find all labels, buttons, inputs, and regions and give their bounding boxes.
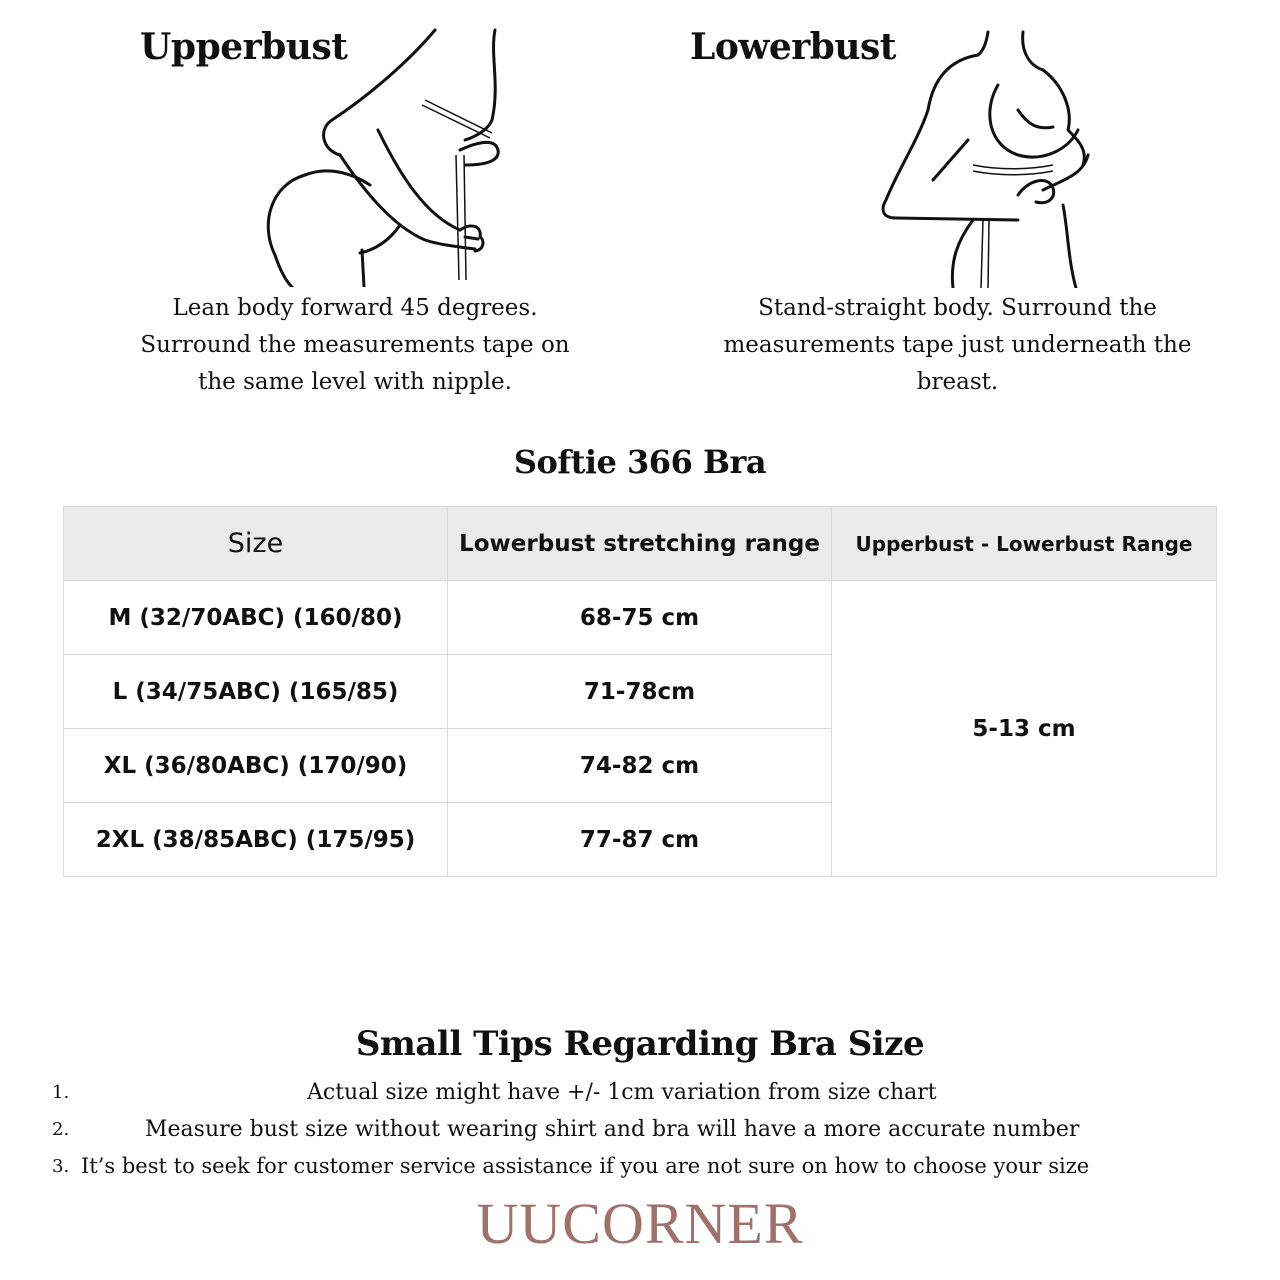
lowerbust-instruction-line: Stand-straight body. Surround the <box>758 295 1157 321</box>
upper-lower-range-cell: 5-13 cm <box>832 581 1217 877</box>
upperbust-illustration <box>260 25 510 287</box>
tip-text: Actual size might have +/- 1cm variation from size chart <box>307 1080 937 1105</box>
lowerbust-instructions <box>700 290 1215 401</box>
lowerbust-cell: 71-78cm <box>448 655 832 729</box>
list-item <box>52 1148 1232 1185</box>
list-item <box>52 1111 1232 1148</box>
tips-title: Small Tips Regarding Bra Size <box>355 1024 925 1064</box>
list-item <box>52 1074 1232 1111</box>
upperbust-instruction-line: Surround the measurements tape on <box>140 332 570 358</box>
table-row <box>64 581 1217 655</box>
table-header-row <box>64 507 1217 581</box>
lowerbust-cell: 77-87 cm <box>448 803 832 877</box>
size-cell: XL (36/80ABC) (170/90) <box>64 729 448 803</box>
tips-list <box>52 1074 1232 1185</box>
tip-number: 2. <box>52 1119 70 1140</box>
size-cell: M (32/70ABC) (160/80) <box>64 581 448 655</box>
column-header-size: Size <box>64 507 448 581</box>
tip-text: Measure bust size without wearing shirt and bra will have a more accurate number <box>145 1117 1080 1142</box>
brand-logo: UUCORNER <box>476 1191 804 1256</box>
tip-number: 1. <box>52 1082 70 1103</box>
size-table <box>63 506 1217 877</box>
upperbust-heading: Upperbust <box>140 26 348 68</box>
upperbust-instructions <box>115 290 595 401</box>
lowerbust-illustration <box>878 30 1108 288</box>
upperbust-instruction-line: the same level with nipple. <box>198 369 512 395</box>
lowerbust-cell: 74-82 cm <box>448 729 832 803</box>
size-cell: 2XL (38/85ABC) (175/95) <box>64 803 448 877</box>
size-cell: L (34/75ABC) (165/85) <box>64 655 448 729</box>
lowerbust-heading: Lowerbust <box>690 26 896 68</box>
lowerbust-instruction-line: measurements tape just underneath the <box>723 332 1192 358</box>
tip-number: 3. <box>52 1156 70 1177</box>
lowerbust-cell: 68-75 cm <box>448 581 832 655</box>
column-header-lowerbust: Lowerbust stretching range <box>448 507 832 581</box>
column-header-upper-lower-range: Upperbust - Lowerbust Range <box>832 507 1217 581</box>
lowerbust-instruction-line: breast. <box>916 369 999 395</box>
upperbust-instruction-line: Lean body forward 45 degrees. <box>172 295 538 321</box>
size-table-title: Softie 366 Bra <box>513 443 767 481</box>
tip-text: It’s best to seek for customer service assistance if you are not sure on how to choose your size <box>81 1154 1090 1178</box>
